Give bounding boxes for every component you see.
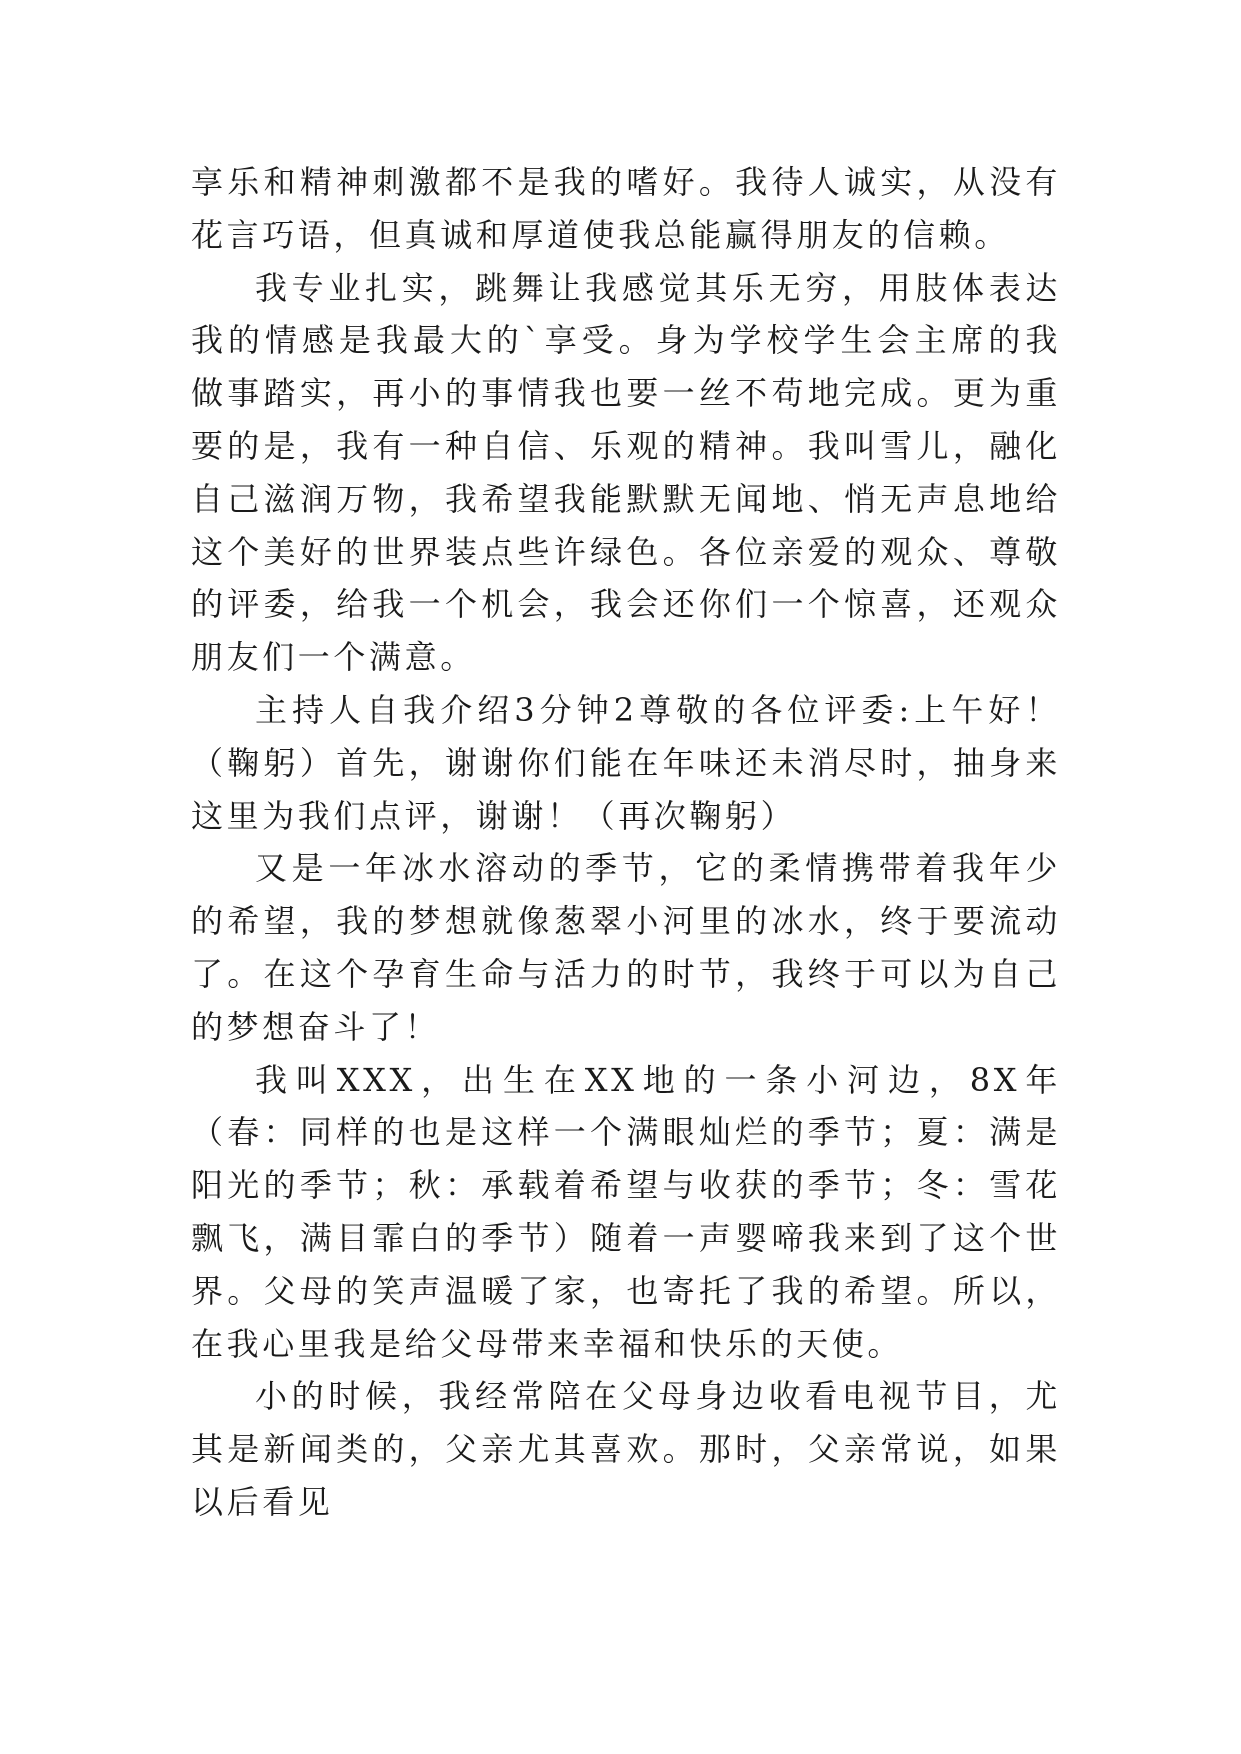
paragraph: 我专业扎实，跳舞让我感觉其乐无穷，用肢体表达我的情感是我最大的`享受。身为学校学生会主席的我做事踏实，再小的事情我也要一丝不苟地完成。更为重要的是，我有一种自信、乐观的精神。我叫雪儿，融化自己滋润万物，我希望我能默默无闻地、悄无声息地给这个美好的世界装点些许绿色。各位亲爱的观众、尊敬的评委，给我一个机会，我会还你们一个惊喜，还观众朋友们一个满意。: [191, 268, 1061, 677]
paragraph: 又是一年冰水溶动的季节，它的柔情携带着我年少的希望，我的梦想就像葱翠小河里的冰水，终于要流动了。在这个孕育生命与活力的时节，我终于可以为自己的梦想奋斗了！: [191, 849, 1061, 1046]
paragraph: 主持人自我介绍3分钟2尊敬的各位评委:上午好！（鞠躬）首先，谢谢你们能在年味还未消尽时，抽身来这里为我们点评，谢谢！（再次鞠躬）: [191, 690, 1061, 835]
paragraph: 我叫XXX，出生在XX地的一条小河边，8X年（春：同样的也是这样一个满眼灿烂的季节；夏：满是阳光的季节；秋：承载着希望与收获的季节；冬：雪花飘飞，满目霏白的季节）随着一声婴啼我来到了这个世界。父母的笑声温暖了家，也寄托了我的希望。所以，在我心里我是给父母带来幸福和快乐的天使。: [191, 1060, 1061, 1363]
paragraph: 享乐和精神刺激都不是我的嗜好。我待人诚实，从没有花言巧语，但真诚和厚道使我总能赢得朋友的信赖。: [191, 163, 1061, 254]
paragraph: 小的时候，我经常陪在父母身边收看电视节目，尤其是新闻类的，父亲尤其喜欢。那时，父亲常说，如果以后看见: [191, 1377, 1061, 1521]
body-text: [191, 156, 1061, 1529]
